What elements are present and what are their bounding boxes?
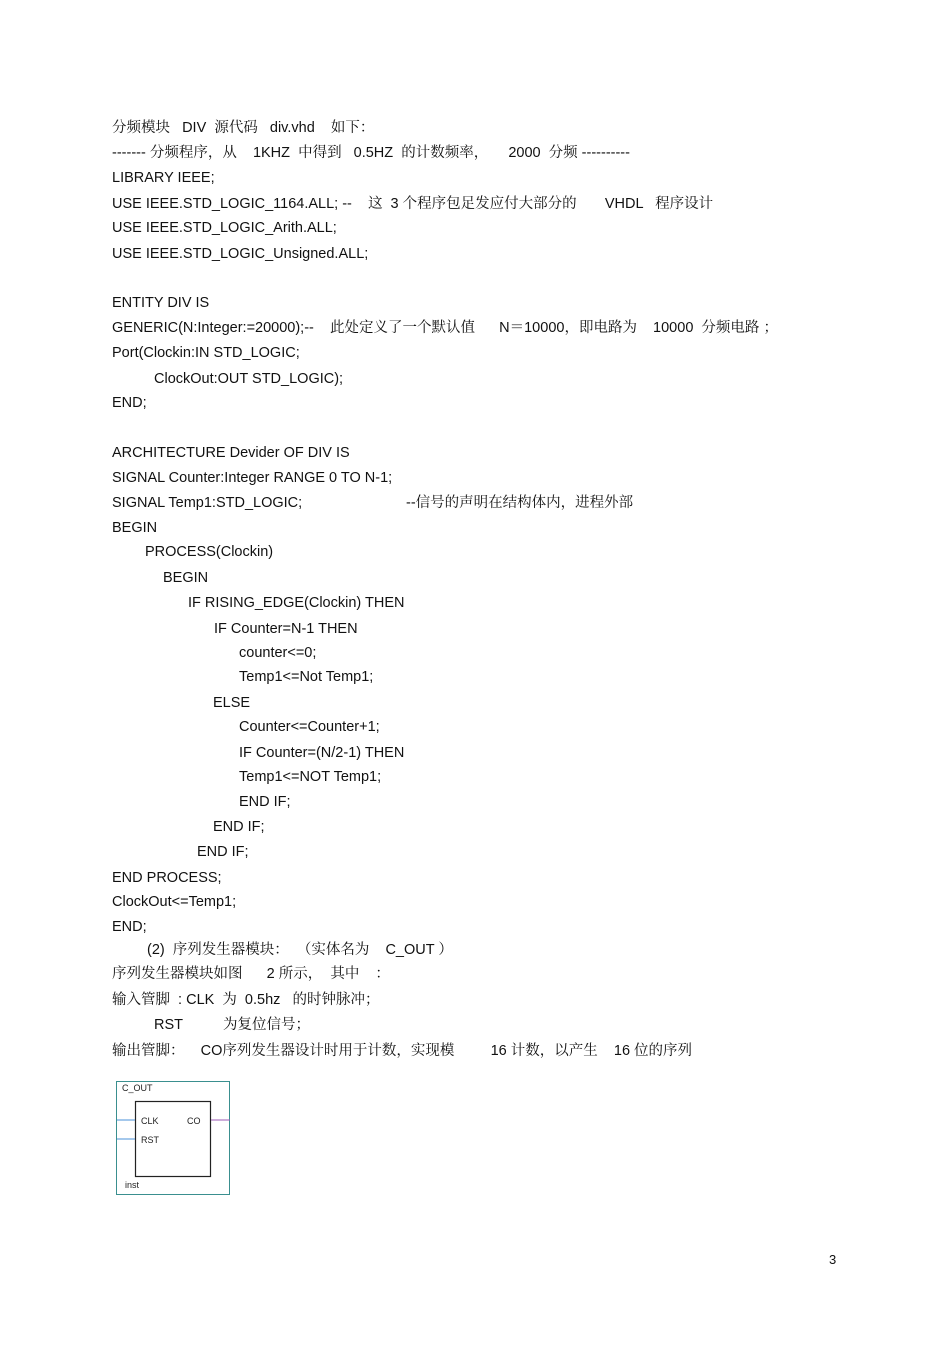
text-line: 分频模块 DIV 源代码 div.vhd 如下： <box>112 120 375 136</box>
code-line: IF Counter=N-1 THEN <box>214 621 358 637</box>
code-line: IF RISING_EDGE(Clockin) THEN <box>188 595 405 611</box>
c-out-block-diagram <box>116 1081 232 1197</box>
code-line: Counter<=Counter+1; <box>239 719 380 735</box>
port-label-co: CO <box>187 1116 201 1126</box>
code-line: END PROCESS; <box>112 870 222 886</box>
code-line: LIBRARY IEEE; <box>112 170 215 186</box>
code-line: Port(Clockin:IN STD_LOGIC; <box>112 345 300 361</box>
port-label-rst: RST <box>141 1135 159 1145</box>
code-line: SIGNAL Counter:Integer RANGE 0 TO N-1; <box>112 470 393 486</box>
code-line: Temp1<=NOT Temp1; <box>239 769 382 785</box>
code-comment: --信号的声明在结构体内，进程外部 <box>406 495 634 511</box>
code-line: ClockOut:OUT STD_LOGIC); <box>154 371 344 387</box>
code-line: GENERIC(N:Integer:=20000);-- 此处定义了一个默认值 N＝10000，即电路为 10000 分频电路 ； <box>112 320 778 336</box>
code-line: ENTITY DIV IS <box>112 295 210 311</box>
instance-label: inst <box>125 1180 140 1190</box>
code-line: BEGIN <box>163 570 209 586</box>
code-line: ELSE <box>213 695 251 711</box>
code-line: END IF; <box>197 844 249 860</box>
section-heading: (2) 序列发生器模块： （实体名为 C_OUT ） <box>147 942 453 958</box>
code-line: END; <box>112 919 147 935</box>
code-line: USE IEEE.STD_LOGIC_Unsigned.ALL; <box>112 246 369 262</box>
code-line: USE IEEE.STD_LOGIC_1164.ALL; -- 这 3 个程序包足发应付大部分的 VHDL 程序设计 <box>112 196 714 212</box>
text-line: ------- 分频程序，从 1KHZ 中得到 0.5HZ 的计数频率， 2000 分频 ---------- <box>112 145 630 161</box>
code-line: BEGIN <box>112 520 158 536</box>
code-line: SIGNAL Temp1:STD_LOGIC; <box>112 495 303 511</box>
port-label-clk: CLK <box>141 1116 159 1126</box>
code-line: PROCESS(Clockin) <box>145 544 274 560</box>
code-line: ClockOut<=Temp1; <box>112 894 237 910</box>
diagram-title: C_OUT <box>122 1083 153 1093</box>
code-line: IF Counter=(N/2-1) THEN <box>239 745 405 761</box>
text-line: RST 为复位信号； <box>154 1017 311 1033</box>
code-line: END IF; <box>239 794 291 810</box>
text-line: 输入管脚 : CLK 为 0.5hz 的时钟脉冲； <box>112 992 380 1008</box>
page-number: 3 <box>829 1252 837 1267</box>
text-line: 输出管脚： CO序列发生器设计时用于计数，实现模 16 计数，以产生 16 位的序列 <box>112 1043 693 1059</box>
code-line: USE IEEE.STD_LOGIC_Arith.ALL; <box>112 220 337 236</box>
code-line: END; <box>112 395 147 411</box>
code-line: END IF; <box>213 819 265 835</box>
code-line: counter<=0; <box>239 645 317 661</box>
text-line: 序列发生器模块如图 2 所示， 其中 ： <box>112 966 390 982</box>
code-line: ARCHITECTURE Devider OF DIV IS <box>112 445 350 461</box>
code-line: Temp1<=Not Temp1; <box>239 669 374 685</box>
